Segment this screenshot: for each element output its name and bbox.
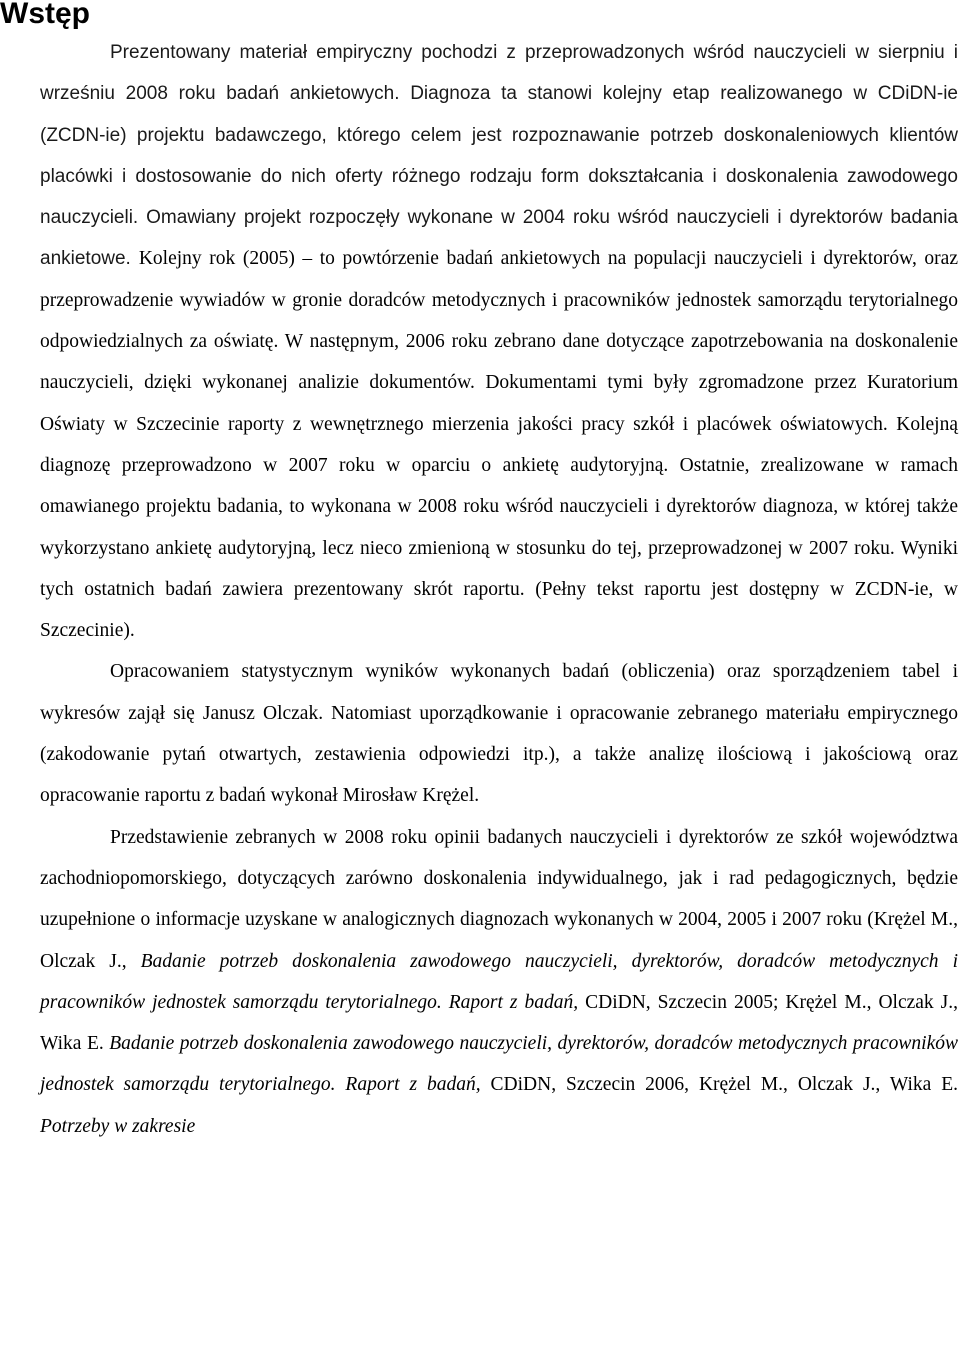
references-text-e: CDiDN, Szczecin 2006, Krężel M., Olczak J., Wika E. [480,1074,958,1096]
authors-text: Opracowaniem statystycznym wyników wykonanych badań (obliczenia) oraz sporządzeniem tabel i wykresów zajął się Janusz Olczak. Natomiast uporządkowanie i opracowanie zebranego materiału empirycznego (zakodowanie pytań otwartych, zestawienia odpowiedzi itp.), a także analizę ilościową i jakościową oraz opracowanie raportu z badań wykonał Mirosław Krężel. [40,661,958,807]
references-text-a: Przedstawienie zebranych w 2008 roku opinii badanych nauczycieli i dyrektorów ze szkół województwa zachodniopomorskiego, dotyczących zarówno doskonalenia indywidualnego, jak i rad pedagogicznych, będzie uzupełnione o informacje uzyskane w analogicznych diagnozach wykonanych w 2004, 2005 i 2007 roku (Krężel M., Olczak J., [40,826,958,972]
reference-title-2007: Potrzeby w zakresie [40,1115,196,1137]
intro-sentence-2: Diagnoza ta stanowi kolejny etap realizowanego w CDiDN-ie (ZCDN-ie) projektu badawczego, którego celem jest rozpoznawanie potrzeb doskonaleniowych klientów placówki i dostosowanie do nich oferty różnego rodzaju form dokształcania i doskonalenia zawodowego nauczycieli. [40,83,958,229]
section-heading: Wstęp [0,0,90,30]
intro-sentence-3: Omawiany projekt rozpoczęły wykonane w 2004 roku wśród nauczycieli i dyrektorów badania ankietowe. [40,207,958,270]
intro-sentence-4: Kolejny rok (2005) – to powtórzenie badań ankietowych na populacji nauczycieli i dyrektorów, oraz przeprowadzenie wywiadów w gronie doradców metodycznych i pracowników jednostek samorządu terytorialnego odpowiedzialnych za oświatę. W następnym, 2006 roku zebrano dane dotyczące zapotrzebowania na doskonalenie nauczycieli, dzięki wykonanej analizie dokumentów. Dokumentami tymi były zgromadzone przez Kuratorium Oświaty w Szczecinie raporty z wewnętrznego mierzenia jakości pracy szkół i placówek oświatowych. Kolejną diagnozę przeprowadzono w 2007 roku w oparciu o ankietę audytoryjną. Ostatnie, zrealizowane w ramach omawianego projektu badania, to wykonana w 2008 roku wśród nauczycieli i dyrektorów diagnoza, w której także wykorzystano ankietę audytoryjną, lecz nieco zmienioną w stosunku do tej, przeprowadzonej w 2007 roku. Wyniki tych ostatnich badań zawiera prezentowany skrót raportu. (Pełny tekst raportu jest dostępny w ZCDN-ie, w Szczecinie). [40,248,958,642]
body-text [40,32,958,1147]
reference-title-2005: Badanie potrzeb doskonalenia zawodowego nauczycieli, dyrektorów, doradców metodycznych i pracowników jednostek samorządu terytorialnego. Raport z badań, [40,950,958,1013]
intro-sentence-1: Prezentowany materiał empiryczny pochodzi z przeprowadzonych wśród nauczycieli w sierpniu i wrześniu 2008 roku badań ankietowych. [40,42,958,105]
paragraph-references [40,817,958,1147]
references-text-c: CDiDN, Szczecin 2005; Krężel M., Olczak J., Wika E. [40,991,958,1055]
reference-title-2006: Badanie potrzeb doskonalenia zawodowego nauczycieli, dyrektorów, doradców metodycznych pracowników jednostek samorządu terytorialnego. Raport z badań, [40,1033,958,1096]
paragraph-authors [40,651,958,816]
paragraph-intro [40,32,958,651]
